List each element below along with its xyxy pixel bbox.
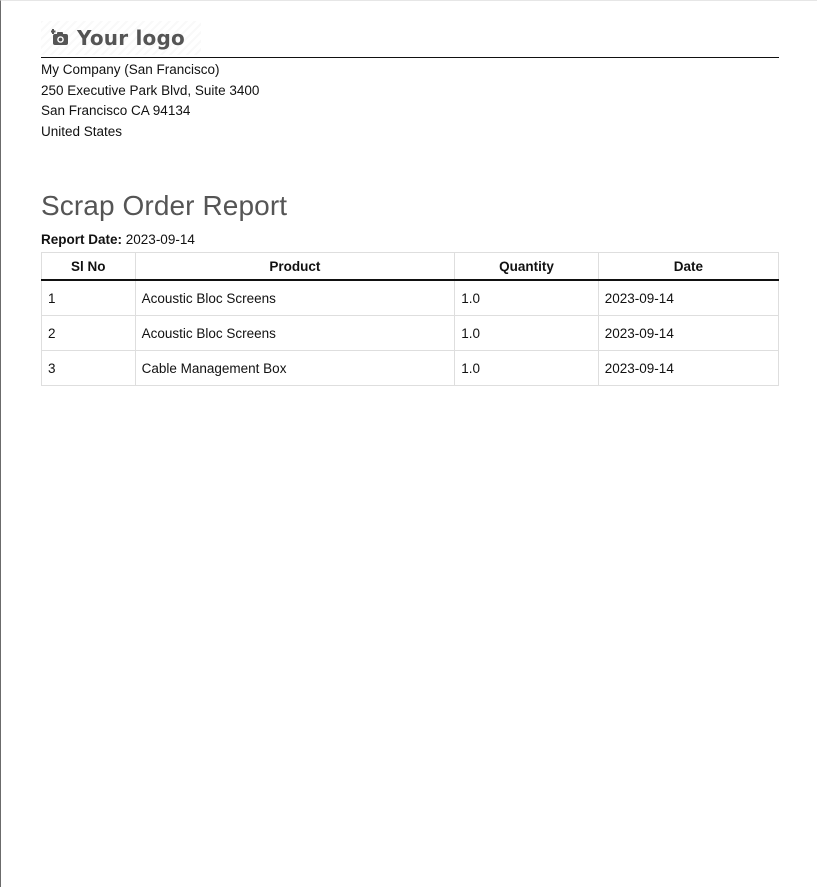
camera-icon (51, 28, 71, 48)
report-title: Scrap Order Report (41, 190, 288, 221)
report-date-label: Report Date: (41, 232, 123, 247)
logo-text: Your logo (77, 26, 185, 50)
cell-quantity: 1.0 (455, 351, 599, 386)
report-header (41, 21, 779, 142)
column-header-date: Date (598, 253, 778, 281)
company-logo (41, 21, 201, 55)
report-date (41, 232, 195, 247)
cell-date: 2023-09-14 (598, 280, 778, 316)
company-street: 250 Executive Park Blvd, Suite 3400 (41, 82, 260, 98)
column-header-product: Product (135, 253, 455, 281)
cell-product: Acoustic Bloc Screens (135, 280, 455, 316)
scrap-order-table (41, 252, 779, 386)
column-header-quantity: Quantity (455, 253, 599, 281)
table-header-row (42, 253, 779, 281)
cell-sl-no: 3 (42, 351, 136, 386)
report-date-value: 2023-09-14 (125, 232, 195, 247)
cell-quantity: 1.0 (455, 316, 599, 351)
cell-date: 2023-09-14 (598, 351, 778, 386)
company-country: United States (41, 123, 123, 139)
company-name: My Company (San Francisco) (41, 62, 220, 77)
table-row (42, 316, 779, 351)
table-row (42, 280, 779, 316)
column-header-sl-no: Sl No (42, 253, 136, 281)
table-row (42, 351, 779, 386)
cell-sl-no: 2 (42, 316, 136, 351)
cell-quantity: 1.0 (455, 280, 599, 316)
company-address (41, 60, 779, 142)
header-divider (41, 57, 779, 58)
cell-product: Cable Management Box (135, 351, 455, 386)
cell-date: 2023-09-14 (598, 316, 778, 351)
cell-product: Acoustic Bloc Screens (135, 316, 455, 351)
company-city: San Francisco CA 94134 (41, 103, 191, 118)
cell-sl-no: 1 (42, 280, 136, 316)
